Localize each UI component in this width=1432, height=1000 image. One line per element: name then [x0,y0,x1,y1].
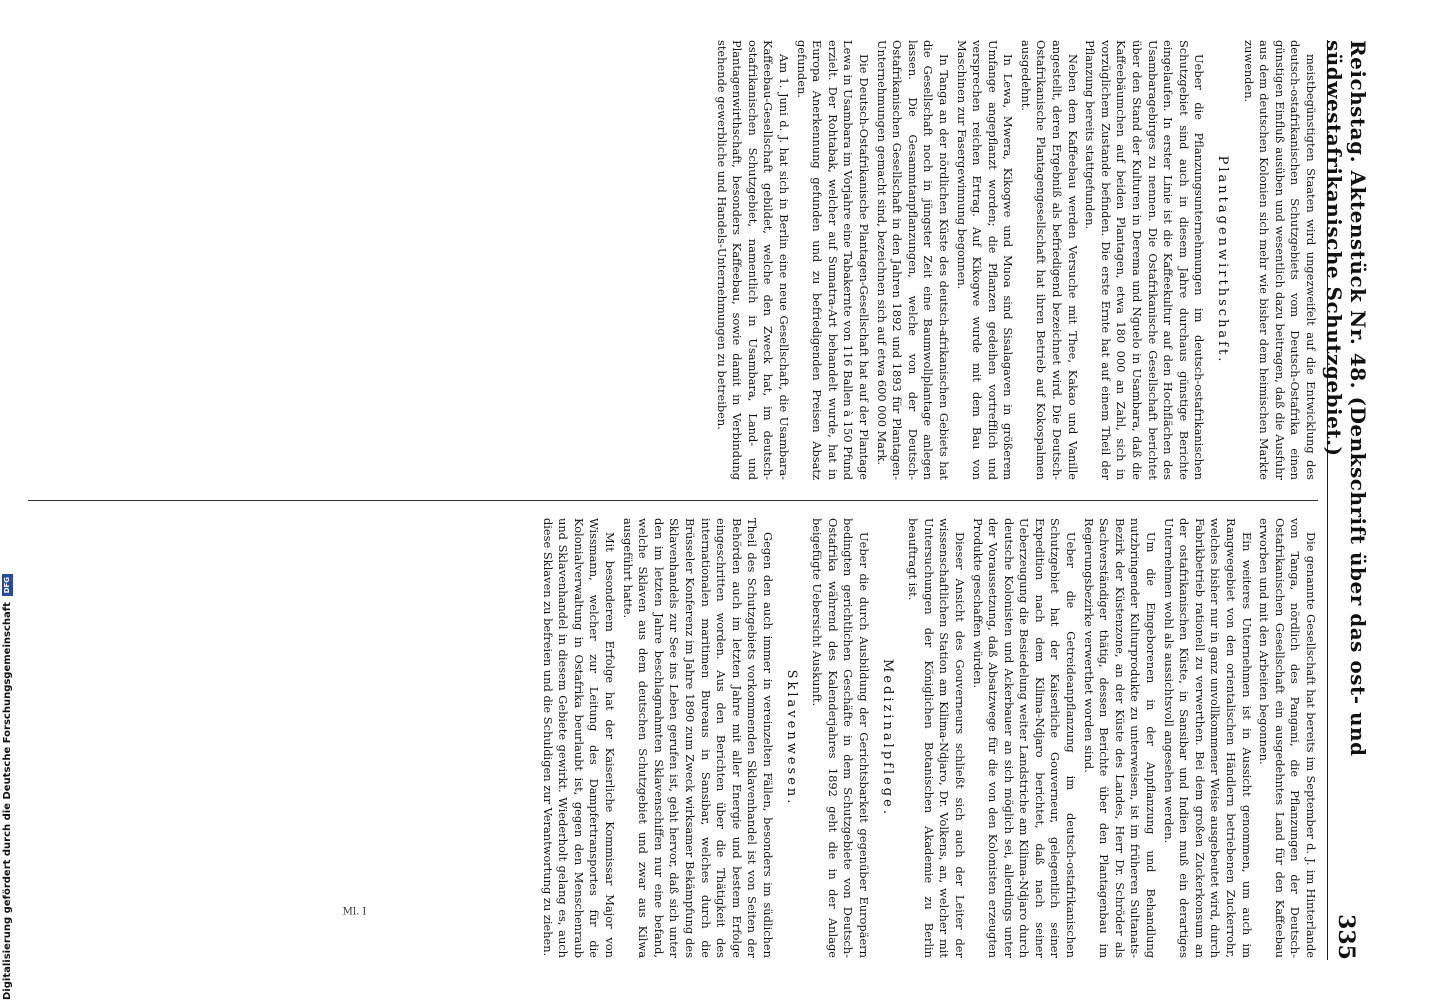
paragraph: Ueber die Pflanzungsunternehmungen im deutsch-ostafrikanischen Schutzgebiet sind auch in diesem Jahre durchaus günstige Berichte eingelaufen. In erster Linie ist die Kaffeekultur auf den Hochflächen des Usambaragebirges zu nennen. Die Ostafrikanische Gesellschaft berichtet über den Stand der Kulturen in Derema und Nguelo in Usambara, daß die Kaffeebäumchen auf beiden Plantagen, etwa 180 000 an Zahl, sich in vorzüglichem Zustande befinden. Die erste Ernte hat auf einem Theil der Pflanzung bereits stattgefunden. [1083,40,1207,480]
paragraph: Am 1. Juni d. J. hat sich in Berlin eine neue Gesellschaft, die Usambara-Kaffeebau-Gesellschaft gebildet, welche den Zweck hat, im deutsch-ostafrikanischen Schutzgebiet, namentlich in Usambara, Land- und Plantagenwirthschaft, besonders Kaffeebau, sowie damit in Verbindung stehende gewerbliche und Handels-Unternehmungen zu betreiben. [714,40,791,480]
dfg-logo-icon: DFG [2,574,13,596]
section-heading-slavery: Sklavenwesen. [783,669,799,807]
paragraph: Dieser Ansicht des Gouverneurs schließt sich auch der Leiter der wissenschaftlichen Station am Kilima-Ndjaro, Dr. Volkens, an, welcher mit Untersuchungen der Königlichen Botanischen Akademie zu Berlin beauftragt ist. [906,518,967,958]
left-column [28,40,1318,480]
paragraph: In Tanga an der nördlichen Küste des deutsch-afrikanischen Gebiets hat die Gesellschaft noch in jüngster Zeit eine Baumwollplantage anlegen lassen. Die Gesammtanpflanzungen, welche von der Deutsch-Ostafrikanischen Gesellschaft in den Jahren 1892 und 1893 für Plantagen-Unternehmungen gemacht sind, bezeichnen sich auf etwa 600 000 Mark. [874,40,951,480]
paragraph: Die genannte Gesellschaft hat bereits im September d. J. im Hinterlande von Tanga, nördlich des Pangani, die Pflanzungen der Deutsch-Ostafrikanischen Gesellschaft ein ausgedehntes Land für den Kaffeebau erworben und mit den Arbeiten begonnen. [1257,518,1318,958]
paragraph: Ueber die Getreideanpflanzung im deutsch-ostafrikanischen Schutzgebiet hat der Kaiserliche Gouverneur, gelegentlich seiner Expedition nach dem Kilima-Ndjaro berichtet, daß nach seiner Ueberzeugung die Besiedelung weiter Landstriche am Kilima-Ndjaro durch deutsche Kolonisten und Ackerbauer an sich möglich sei, allerdings unter der Voraussetzung, daß Absatzwege für die von den Kolonisten erzeugten Produkte geschaffen würden. [970,518,1079,958]
margin-annotation: Ml. I [342,906,367,918]
digitization-credit [2,440,13,1000]
paragraph: Ueber die durch Ausbildung der Gerichtsbarkeit gegenüber Europäern bedingten gerichtlichen Geschäfte in dem Schutzgebiete von Deutsch-Ostafrika während des Kalenderjahres 1892 geht die in der Anlage beigefügte Uebersicht Auskunft. [810,518,871,958]
paragraph: Neben dem Kaffeebau werden Versuche mit Thee, Kakao und Vanille angestellt, deren Ergebniß als befriedigend bezeichnet wird. Die Deutsch-Ostafrikanische Plantagengesellschaft hat ihren Betrieb auf Kokospalmen ausgedehnt. [1018,40,1080,480]
paragraph: meistbegünstigten Staaten wird ungezweifelt auf die Entwicklung des deutsch-ostafrikanischen Schutzgebiets vom Deutsch-Ostafrika einen günstigen Einfluß ausüben und wesentlich dazu beitragen, daß die Ausfuhr aus dem deutschen Kolonien sich mehr wie bisher dem heimischen Markte zuwenden. [1241,40,1318,480]
right-column [28,518,1318,958]
section-heading-plantations: Plantagenwirthschaft. [1215,155,1231,365]
running-head: Reichstag. Aktenstück Nr. 48. (Denkschrift über das ost- und südwestafrikanische Schutzgebiet.) [1322,40,1370,757]
page-header [1322,40,1370,960]
paragraph: Um die Eingeborenen in der Anpflanzung und Behandlung nutzbringender Kulturprodukte zu unterweisen, ist im früheren Sultanats-Bezirk der Küstenzone, an der Küste des Landes, Herr Dr. Schröder als Sachverständiger thätig, dessen Berichte über den Plantagenbau im Regierungsbezirke verwerthet worden sind. [1081,518,1159,958]
page-number: 335 [1333,914,1359,960]
paragraph: Die Deutsch-Ostafrikanische Plantagen-Gesellschaft hat auf der Plantage Lewa in Usambara im Vorjahre eine Tabakernte von 116 Ballen à 150 Pfund erzielt. Der Rohtabak, welcher auf Sumatra-Art behandelt wurde, hat in Europa Anerkennung gefunden und zu befriedigenden Preisen Absatz gefunden. [794,40,871,480]
section-heading-medical: Medizinalpflege. [879,659,895,817]
paragraph: Ein weiteres Unternehmen ist in Aussicht genommen, um auch im Rangwegebiet von den orientalischen Händlern betriebenen Zuckerrohr, welches bisher nur in ganz unvollkommener Weise ausgebeutet wird, durch Fabrikbetrieb rationell zu verwerthen. Bei dem großen Zuckerkonsum an der ostafrikanischen Küste, in Sansibar und Indien muß ein derartiges Unternehmen wohl als aussichtsvoll angesehen werden. [1161,518,1254,958]
credit-text: Digitalisierung gefördert durch die Deutsche Forschungsgemeinschaft [2,602,13,1000]
column-divider [28,500,1318,501]
paragraph: Mit besonderem Erfolge hat der Kaiserliche Kommissar Major von Wissmann, welcher zur Leitung des Dampfertransportes für die Kolonialverwaltung in Ostafrika beurlaubt ist, gegen den Menschenraub und Sklavenhandel in diesem Gebiete gewirkt. Wiederholt gelang es, auch diese Sklaven zu befreien und die Schuldigen zur Verantwortung zu ziehen. [540,518,618,958]
paragraph: In Lewa, Mwera, Kikogwe und Muoa sind Sisalagaven in größerem Umfange angepflanzt worden; die Pflanzen gedeihen vortrefflich und versprechen reichen Ertrag. Auf Kikogwe wurde mit dem Bau von Maschinen zur Fasergewinnung begonnen. [954,40,1016,480]
paragraph: Gegen den auch immer in vereinzelten Fällen, besonders im südlichen Theil des Schutzgebiets vorkommenden Sklavenhandel ist von Seiten der Behörden auch im letzten Jahre mit aller Energie und bestem Erfolge eingeschritten worden. Aus den Berichten über die Thätigkeit des internationalen maritimen Bureaus in Sansibar, welches durch die Brüsseler Konferenz im Jahre 1890 zum Zweck wirksamer Bekämpfung des Sklavenhandels zur See ins Leben gerufen ist, geht hervor, daß sich unter den im letzten Jahre beschlagnahmten Sklavenschiffen nur eine befand, welche Sklaven aus dem deutschen Schutzgebiet und zwar aus Kilwa ausgeführt hatte. [620,518,775,958]
